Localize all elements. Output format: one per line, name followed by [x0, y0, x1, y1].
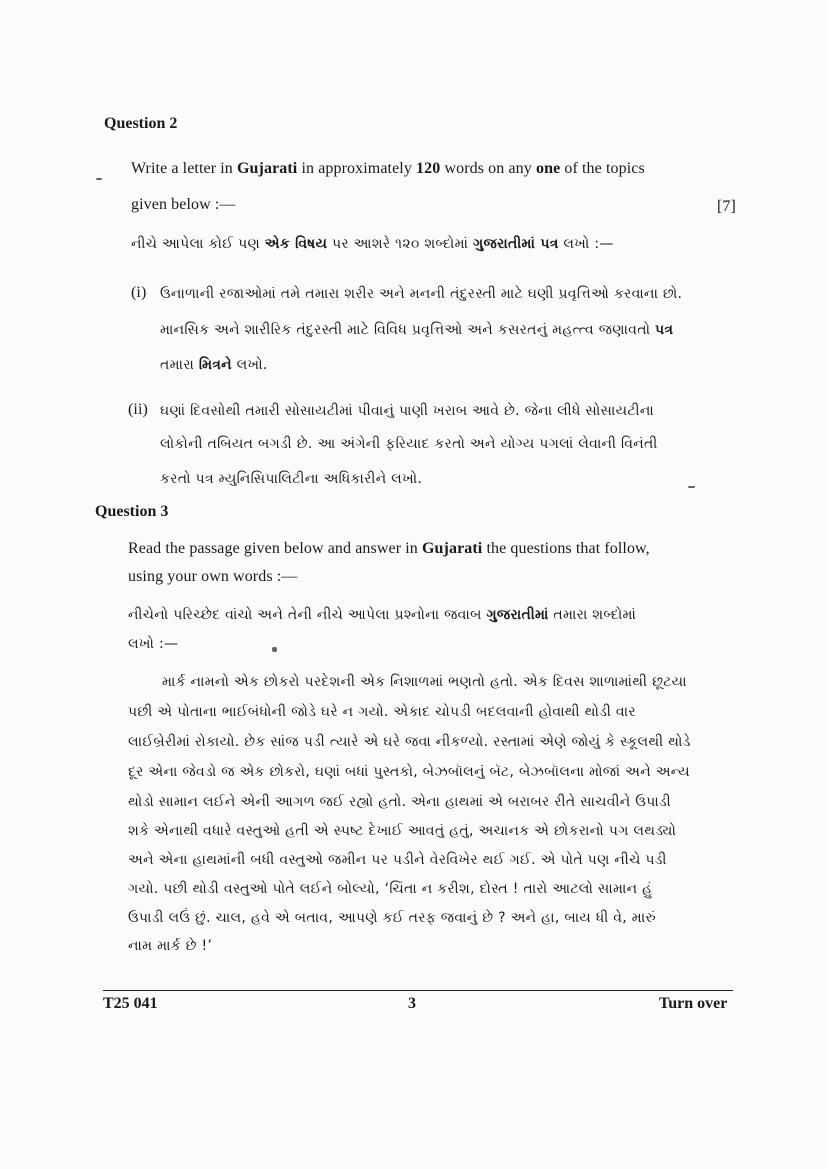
passage-line: અને એના હાથમાંની બધી વસ્તુઓ જમીન પર પડીને વેરવિખેર થઈ ગઈ. એ પોતે પણ નીચે પડી: [128, 852, 667, 868]
page-number: 3: [408, 995, 416, 1012]
question-3-heading: Question 3: [95, 503, 169, 520]
passage-line: પછી એ પોતાના ભાઈબંધોની જોડે ઘરે ન ગયો. એકાદ ચોપડી બદલવાની હોવાથી થોડી વાર: [128, 704, 636, 720]
passage-line: નામ માર્ક છે !’: [128, 938, 213, 954]
option-ii-number: (ii): [128, 401, 148, 418]
question-3-gujarati-instruction-line2: લખો :—: [128, 636, 179, 652]
turn-over-label: Turn over: [659, 995, 728, 1012]
question-2-instruction-line2: given below :—: [131, 196, 236, 213]
passage-line: દૂર એના જેવડો જ એક છોકરો, ઘણાં બધાં પુસ્તકો, બેઝબૉલનું બૅટ, બેઝબૉલના મોજાં અને અન્ય: [128, 764, 690, 780]
option-i-line3: તમારા મિત્રને લખો.: [160, 357, 268, 373]
option-i-line2: માનસિક અને શારીરિક તંદુરસ્તી માટે વિવિધ પ્રવૃત્તિઓ અને કસરતનું મહત્ત્વ જણાવતો પત્ર: [160, 322, 674, 338]
scan-speck: [688, 486, 695, 488]
option-ii-line3: કરતો પત્ર મ્યુનિસિપાલિટીના અધિકારીને લખો.: [160, 471, 423, 487]
passage-line: ઉપાડી લઉં છું. ચાલ, હવે એ બતાવ, આપણે કઈ તરફ જવાનું છે ? અને હા, બાય ધી વે, મારું: [128, 910, 656, 926]
scan-speck: [96, 178, 102, 180]
question-3-instruction-line1: Read the passage given below and answer in Gujarati the questions that follow,: [128, 540, 650, 557]
option-ii-line1: ઘણાં દિવસોથી તમારી સોસાયટીમાં પીવાનું પાણી ખરાબ આવે છે. જેના લીધે સોસાયટીના: [160, 403, 655, 419]
passage-line: માર્ક નામનો એક છોકરો પરદેશની એક નિશાળમાં ભણતો હતો. એક દિવસ શાળામાંથી છૂટયા: [162, 674, 687, 690]
option-i-line1: ઉનાળાની રજાઓમાં તમે તમારા શરીર અને મનની તંદુરસ્તી માટે ઘણી પ્રવૃત્તિઓ કરવાના છો.: [160, 286, 683, 302]
footer-rule: [103, 990, 733, 991]
question-2-heading: Question 2: [104, 115, 178, 132]
scan-speck: [272, 647, 277, 652]
question-3-instruction-line2: using your own words :—: [128, 568, 298, 585]
option-i-number: (i): [131, 284, 147, 301]
passage-line: શકે એનાથી વધારે વસ્તુઓ હતી એ સ્પષ્ટ દેખાઈ આવતું હતું, અચાનક એ છોકરાનો પગ લથડ્યો: [128, 823, 677, 839]
option-ii-line2: લોકોની તબિયત બગડી છે. આ અંગેની ફરિયાદ કરતો અને યોગ્ય પગલાં લેવાની વિનંતી: [160, 436, 658, 452]
marks-label: [7]: [717, 198, 736, 215]
passage-line: થોડો સામાન લઈને એની આગળ જઈ રહ્યો હતો. એના હાથમાં એ બરાબર રીતે સાચવીને ઉપાડી: [128, 794, 671, 810]
question-3-gujarati-instruction-line1: નીચેનો પરિચ્છેદ વાંચો અને તેની નીચે આપેલા પ્રશ્નોના જવાબ ગુજરાતીમાં તમારા શબ્દોમાં: [128, 607, 637, 623]
question-2-instruction-line1: Write a letter in Gujarati in approximately 120 words on any one of the topics: [131, 160, 645, 177]
paper-code: T25 041: [103, 995, 158, 1012]
passage-line: લાઈબ્રેરીમાં રોકાયો. છેક સાંજ પડી ત્યારે એ ઘરે જવા નીકળ્યો. રસ્તામાં એણે જોયું કે સ્કૂલથી થોડે: [128, 734, 691, 750]
question-2-gujarati-instruction: નીચે આપેલા કોઈ પણ એક વિષય પર આશરે ૧૨૦ શબ્દોમાં ગુજરાતીમાં પત્ર લખો :—: [131, 236, 614, 252]
passage-line: ગયો. પછી થોડી વસ્તુઓ પોતે લઈને બોલ્યો, ‘ચિંતા ન કરીશ, દોસ્ત ! તારો આટલો સામાન હું: [128, 881, 653, 897]
